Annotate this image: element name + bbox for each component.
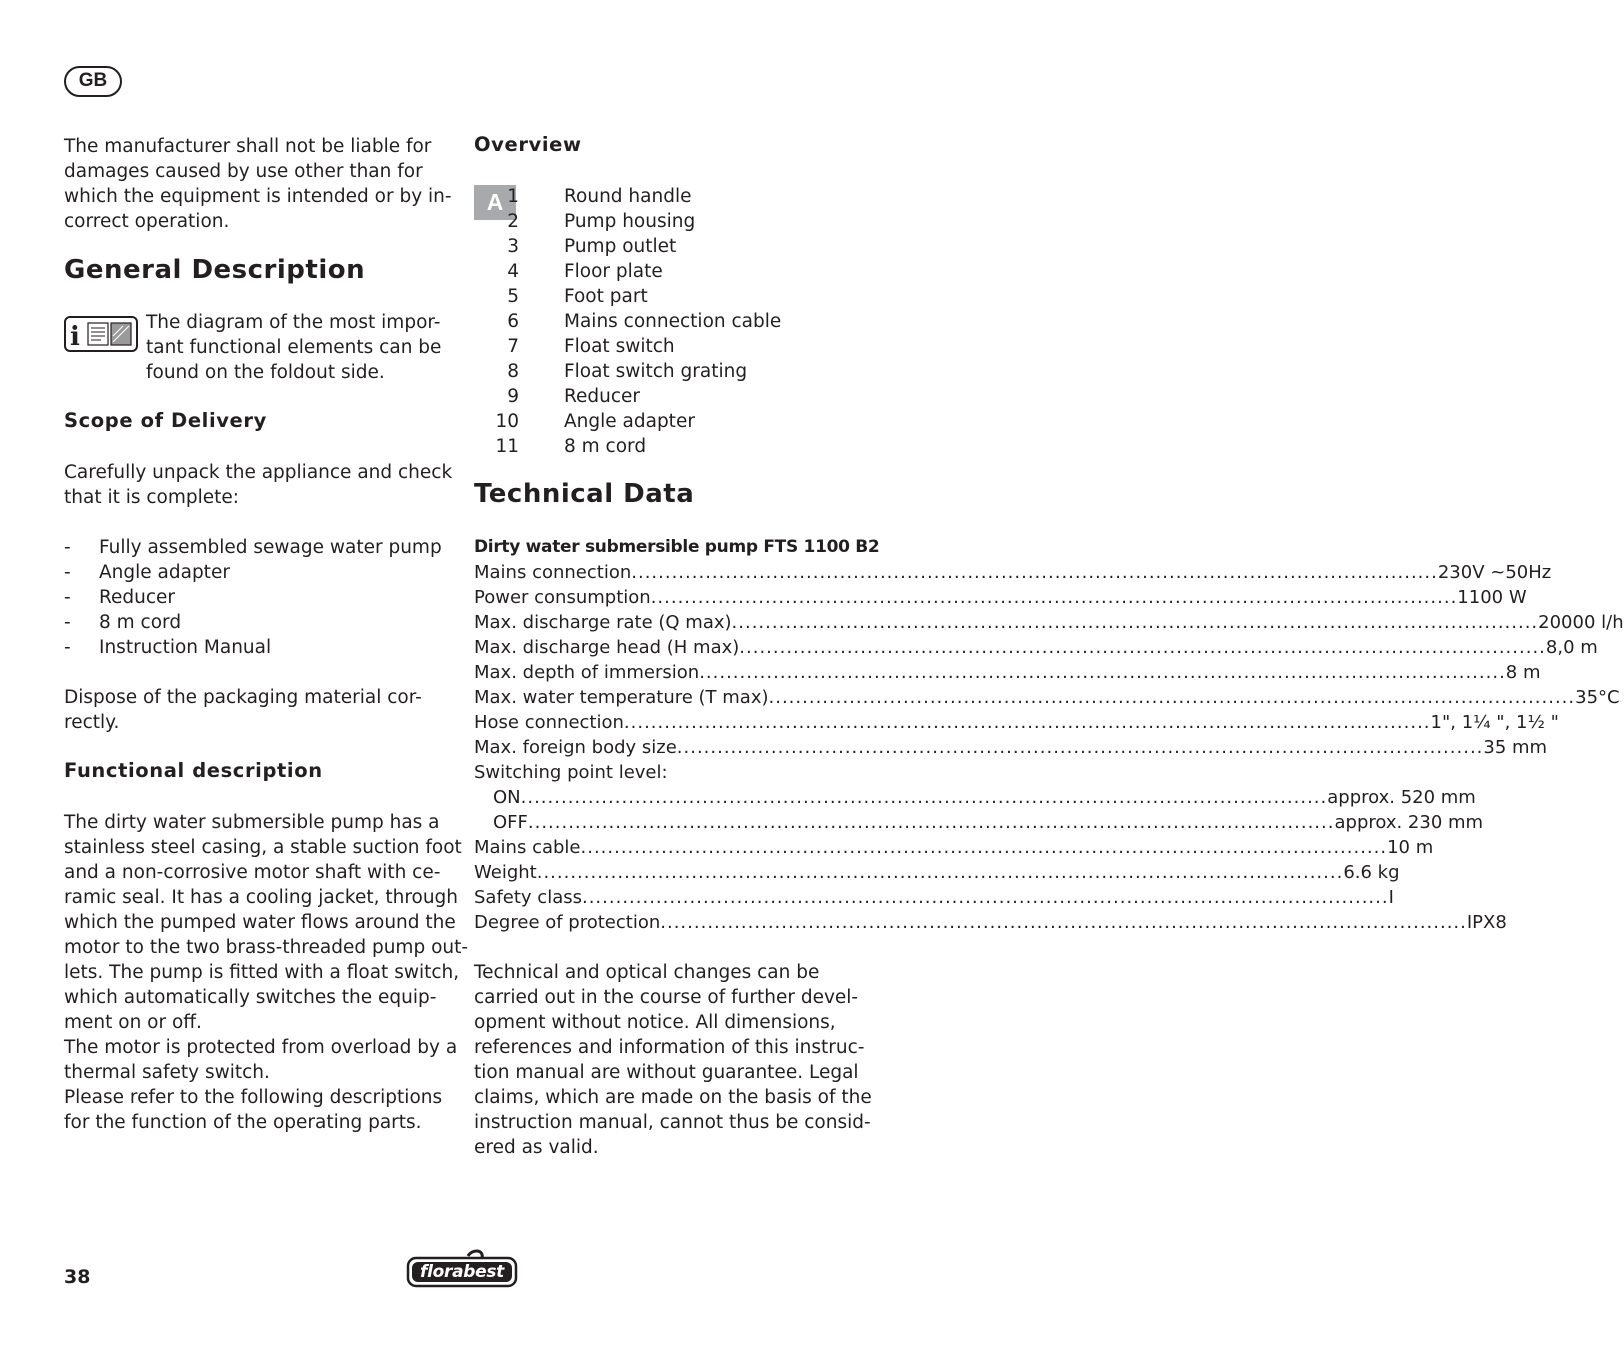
spec-label: OFF [493,812,528,833]
list-item [64,610,444,635]
item-number: 9 [507,386,519,407]
list-item [474,434,804,459]
list-item [474,309,804,334]
text-line: lets. The pump is fitted with a float switch, [64,962,460,983]
item-number: 2 [507,211,519,232]
list-item [64,535,444,560]
text-line: Technical and optical changes can be [474,962,820,983]
dot-leader: ........................................................................................................................ [581,887,1389,908]
text-line: ment on or off. [64,1012,202,1033]
spec-value: 35°C [1575,687,1620,708]
spec-row [493,785,1476,810]
item-label: Angle adapter [564,411,695,432]
spec-label: Max. depth of immersion [474,662,700,683]
item-number: 4 [507,261,519,282]
spec-label: Max. discharge head (H max) [474,637,740,658]
dot-leader: ........................................................................................................................ [699,662,1506,683]
spec-label: Mains connection [474,562,632,583]
item-number: 5 [507,286,519,307]
dot-leader: ........................................................................................................................ [768,687,1576,708]
spec-value: 230V ~50Hz [1437,562,1552,583]
spec-value: approx. 520 mm [1327,787,1476,808]
spec-label: Max. discharge rate (Q max) [474,612,732,633]
spec-value: 10 m [1387,837,1434,858]
general-description-heading: General Description [64,255,366,285]
item-number: 6 [507,311,519,332]
product-heading: Dirty water submersible pump FTS 1100 B2 [474,537,880,557]
dot-leader: ........................................................................................................................ [520,787,1328,808]
item-label: Mains connection cable [564,311,782,332]
spec-row [474,835,1434,860]
text-line: which automatically switches the equip- [64,987,437,1008]
item-label: Float switch grating [564,361,748,382]
item-number: 11 [495,436,519,457]
spec-table [474,560,1624,935]
list-bullet: - [64,537,71,558]
text-line: tion manual are without guarantee. Legal [474,1062,859,1083]
item-label: 8 m cord [564,436,647,457]
dot-leader: ........................................................................................................................ [660,912,1467,933]
item-label: Foot part [564,286,648,307]
technical-data-heading: Technical Data [474,479,695,509]
spec-label: Weight [474,862,537,883]
text-line: damages caused by use other than for [64,161,423,182]
text-line: carried out in the course of further devel- [474,987,859,1008]
list-item [474,384,804,409]
info-icon [64,316,138,352]
text-line: ramic seal. It has a cooling jacket, through [64,887,459,908]
changes-paragraph [474,960,872,1160]
list-item-label: Angle adapter [99,562,230,583]
item-number: 3 [507,236,519,257]
spec-row [474,910,1507,935]
spec-value: 20000 l/h [1538,612,1624,633]
dot-leader: ........................................................................................................................ [631,562,1438,583]
text-line: The motor is protected from overload by a [64,1037,458,1058]
spec-row [474,760,854,785]
text-line: and a non-corrosive motor shaft with ce- [64,862,441,883]
spec-label: Max. water temperature (T max) [474,687,769,708]
dot-leader: ........................................................................................................................ [676,737,1484,758]
text-line: found on the foldout side. [146,362,385,383]
spec-row [474,860,1400,885]
dot-leader: ........................................................................................................................ [650,587,1458,608]
dot-leader: ........................................................................................................................ [739,637,1546,658]
text-line: correct operation. [64,211,230,232]
list-item [64,560,444,585]
list-item [474,209,804,234]
spec-label: Switching point level: [474,762,668,783]
spec-value: 1100 W [1457,587,1527,608]
list-item [474,359,804,384]
spec-label: Hose connection [474,712,624,733]
foldout-note [146,310,441,385]
dot-leader: ........................................................................................................................ [731,612,1539,633]
spec-row [474,660,1541,685]
list-bullet: - [64,562,71,583]
text-line: Dispose of the packaging material cor- [64,687,422,708]
text-line: The diagram of the most impor- [146,312,441,333]
item-label: Round handle [564,186,692,207]
item-number: 10 [495,411,519,432]
info-book-icon [66,318,136,350]
list-bullet: - [64,587,71,608]
item-number: 8 [507,361,519,382]
dispose-paragraph [64,685,422,735]
text-line: opment without notice. All dimensions, [474,1012,836,1033]
spec-value: 6.6 kg [1343,862,1400,883]
spec-row [474,560,1552,585]
scope-intro [64,460,452,510]
dot-leader: ........................................................................................................................ [623,712,1431,733]
text-line: Please refer to the following descriptions [64,1087,443,1108]
spec-row [493,810,1484,835]
list-bullet: - [64,612,71,633]
dot-leader: ........................................................................................................................ [527,812,1335,833]
text-line: references and information of this instruc- [474,1037,865,1058]
spec-value: approx. 230 mm [1334,812,1484,833]
item-label: Pump outlet [564,236,677,257]
spec-label: Mains cable [474,837,581,858]
functional-description-heading: Functional description [64,759,323,782]
text-line: The manufacturer shall not be liable for [64,136,432,157]
spec-row [474,610,1624,635]
list-item-label: Fully assembled sewage water pump [99,537,442,558]
list-item [474,334,804,359]
delivery-list [64,535,444,660]
overview-list [474,184,814,464]
florabest-logo [406,1250,518,1288]
item-label: Floor plate [564,261,663,282]
text-line: tant functional elements can be [146,337,442,358]
item-number: 7 [507,336,519,357]
logo-text: florabest [419,1262,504,1282]
spec-row [474,635,1598,660]
spec-value: 8,0 m [1545,637,1598,658]
intro-paragraph [64,134,452,234]
text-line: for the function of the operating parts. [64,1112,422,1133]
list-item [474,409,804,434]
svg-text:i: i [70,322,80,352]
text-line: instruction manual, cannot thus be consid- [474,1112,871,1133]
spec-row [474,735,1548,760]
figure-label-a: A [474,185,516,220]
spec-label: Safety class [474,887,582,908]
text-line: The dirty water submersible pump has a [64,812,440,833]
item-label: Pump housing [564,211,696,232]
language-badge: GB [64,66,122,97]
text-line: which the equipment is intended or by in- [64,186,452,207]
item-label: Reducer [564,386,641,407]
list-item-label: Reducer [99,587,176,608]
text-line: which the pumped water flows around the [64,912,456,933]
text-line: rectly. [64,712,120,733]
dot-leader: ........................................................................................................................ [536,862,1344,883]
spec-label: Power consumption [474,587,651,608]
list-item [64,585,444,610]
spec-value: 1", 1¼ ", 1½ " [1430,712,1559,733]
spec-value: 8 m [1505,662,1541,683]
dot-leader: ........................................................................................................................ [580,837,1388,858]
list-item [474,184,804,209]
text-line: stainless steel casing, a stable suction foot [64,837,462,858]
list-item [474,234,804,259]
spec-label: Degree of protection [474,912,661,933]
list-item [474,284,804,309]
spec-row [474,885,1394,910]
page-number: 38 [64,1266,91,1288]
spec-label: Max. foreign body size [474,737,677,758]
spec-value: I [1388,887,1394,908]
spec-value: 35 mm [1483,737,1548,758]
scope-of-delivery-heading: Scope of Delivery [64,409,267,432]
spec-row [474,710,1559,735]
text-line: ered as valid. [474,1137,599,1158]
list-item-label: Instruction Manual [99,637,272,658]
text-line: that it is complete: [64,487,240,508]
text-line: motor to the two brass-threaded pump out- [64,937,469,958]
text-line: Carefully unpack the appliance and check [64,462,453,483]
list-item [64,635,444,660]
spec-row [474,585,1527,610]
list-item-label: 8 m cord [99,612,182,633]
functional-paragraph [64,810,468,1135]
overview-heading: Overview [474,133,582,156]
list-bullet: - [64,637,71,658]
text-line: thermal safety switch. [64,1062,270,1083]
item-label: Float switch [564,336,675,357]
spec-label: ON [493,787,521,808]
list-item [474,259,804,284]
spec-value: IPX8 [1466,912,1507,933]
spec-row [474,685,1620,710]
item-number: 1 [507,186,519,207]
text-line: claims, which are made on the basis of the [474,1087,872,1108]
